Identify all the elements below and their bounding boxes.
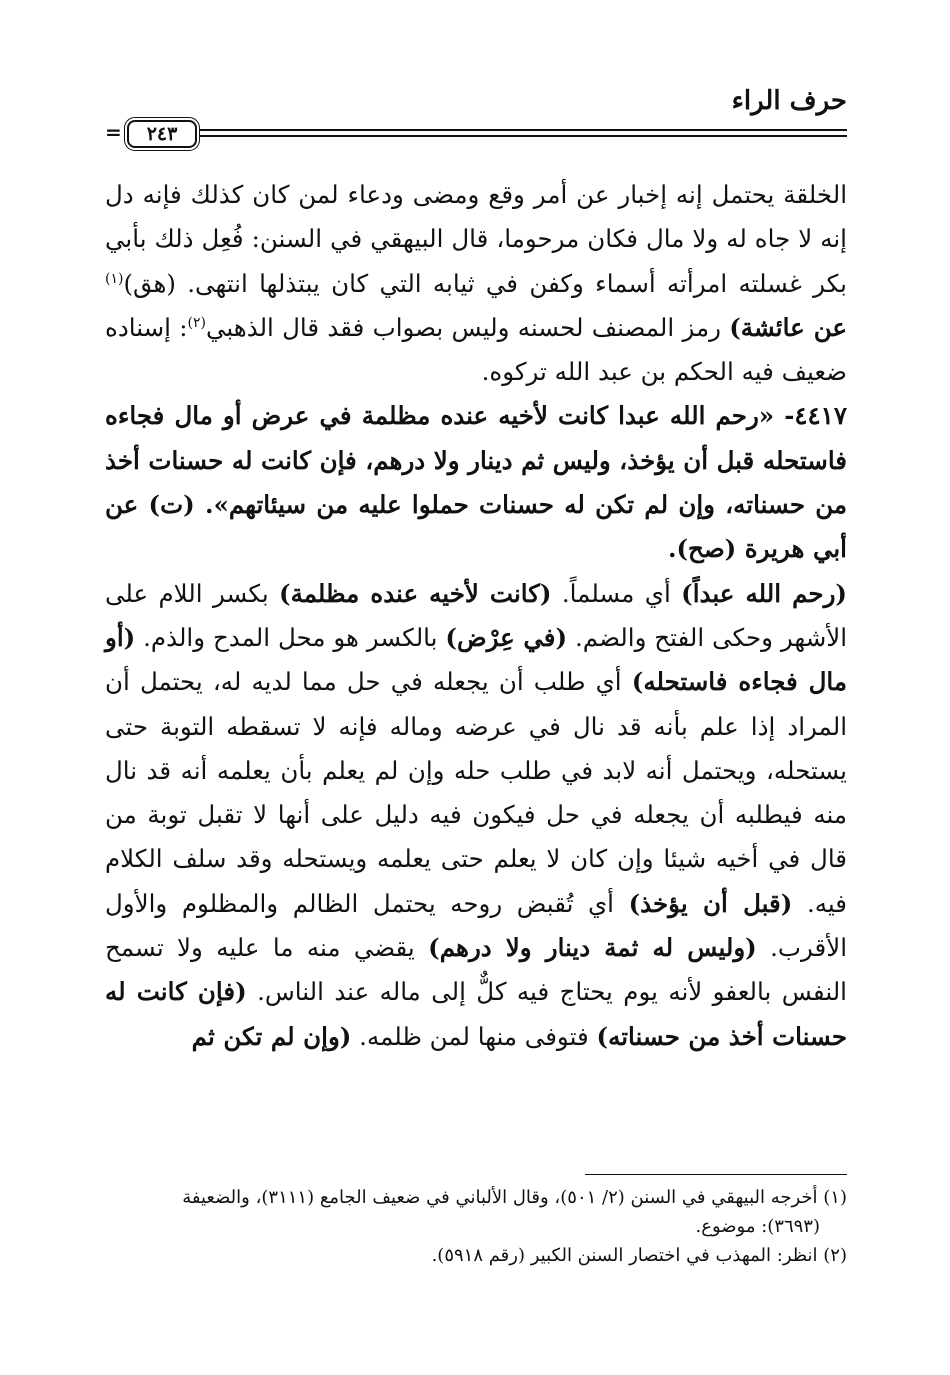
footnotes — [105, 1183, 847, 1270]
body-text — [105, 173, 847, 1059]
bold-run: (وليس له ثمة دينار ولا درهم) — [428, 933, 757, 963]
hadith-paragraph — [105, 394, 847, 571]
text-run: بالكسر هو محل المدح والذم. — [135, 622, 446, 652]
running-title: حرف الراء — [731, 86, 847, 116]
text-run: بكسر اللام على الأشهر وحكى الفتح والضم. — [105, 578, 848, 652]
text-run: فتوفى منها لمن ظلمه. — [351, 1021, 597, 1051]
text-run: : إسناده ضعيف فيه الحكم بن عبد الله تركوه. — [105, 312, 847, 387]
rule-mark: = — [105, 120, 122, 144]
footnote-separator — [585, 1174, 847, 1175]
commentary-paragraph-1 — [105, 173, 847, 394]
footnote-2: (٢) انظر: المهذب في اختصار السنن الكبير (رقم ٥٩١٨). — [431, 1245, 847, 1266]
text-run: يقضي منه ما عليه ولا تسمح النفس بالعفو لأنه يوم يحتاج فيه كلٌّ إلى ماله عند الناس. — [105, 933, 847, 1007]
text-run: أي طلب أن يجعله في حل مما لديه له، يحتمل أن المراد إذا علم بأنه قد نال في عرضه وماله فإنه لا تسقطه التوبة حتى يستحله، ويحتمل أنه لابد في طلب حله وإن لم يعلم بأن يعلمه أنه قد نال منه فيطلبه أن يجعله في حل فيكون فيه دليل على أنها لا تقبل توبة من قال في أخيه شيئا وإن كان لا يعلم حتى يعلمه ويستحله وقد سلف الكلام فيه. — [105, 667, 847, 918]
text-run: أي مسلماً. — [551, 578, 682, 608]
page-number-box — [127, 120, 197, 148]
footnote-ref-1: (١) — [105, 270, 124, 287]
footnote-ref-2: (٢) — [187, 314, 206, 331]
rule-line-bottom — [200, 135, 847, 137]
bold-run: (أو مال فجاءه فاستحله) — [105, 622, 848, 697]
rule-line-top — [200, 129, 847, 131]
header-rule — [105, 118, 847, 150]
bold-run: (رحم الله عبداً) — [681, 578, 847, 608]
text-run: الخلقة يحتمل إنه إخبار عن أمر وقع ومضى ودعاء لمن كان كذلك فإنه دل إنه لا جاه له ولا مال فكان مرحوما، قال البيهقي في السنن: فُعِل ذلك بأبي بكر غسلته امرأته أسماء وكفن في ثيابه التي كان يبتذلها انتهى. (هق) — [105, 180, 847, 298]
bold-run: عن عائشة) — [729, 312, 848, 342]
bold-run: (كانت لأخيه عنده مظلمة) — [279, 578, 552, 608]
text-run: رمز المصنف لحسنه وليس بصواب فقد قال الذهبي — [205, 312, 730, 342]
commentary-paragraph-2 — [105, 572, 847, 1059]
bold-run: (وإن لم تكن ثم — [191, 1021, 352, 1051]
bold-run: (في عِرْض) — [445, 622, 568, 652]
bold-run: (فإن كانت له حسنات أخذ من حسناته) — [105, 977, 847, 1051]
page-number: ٢٤٣ — [146, 123, 178, 145]
hadith-text: «رحم الله عبدا كانت لأخيه عنده مظلمة في عرض أو مال فجاءه فاستحله قبل أن يؤخذ، وليس ثم دينار ولا درهم، فإن كانت له حسنات أخذ من حسناته، وإن لم تكن له حسنات حملوا عليه من سيئاتهم». (ت) عن أبي هريرة (صح). — [105, 401, 847, 564]
text-run: أي تُقبض روحه يحتمل الظالم والمظلوم والأول الأقرب. — [105, 888, 848, 963]
hadith-number: ٤٤١٧- — [774, 401, 847, 431]
footnote-1: (١) أخرجه البيهقي في السنن (٢/ ٥٠١)، وقال الألباني في ضعيف الجامع (٣١١١)، والضعيفة — [182, 1187, 847, 1208]
footnote-1-continued: (٣٦٩٣): موضوع. — [695, 1216, 820, 1237]
bold-run: (قبل أن يؤخذ) — [628, 888, 793, 918]
